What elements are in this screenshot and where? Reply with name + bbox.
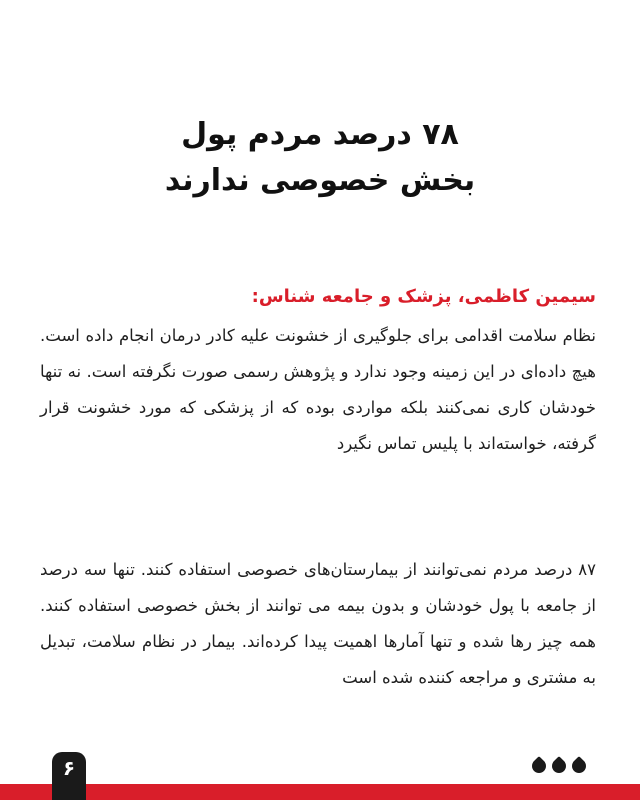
dot-icon bbox=[529, 756, 549, 776]
three-dots-icon bbox=[528, 757, 590, 775]
title-line-2: بخش خصوصی ندارند bbox=[164, 163, 476, 198]
paragraph-1: نظام سلامت اقدامی برای جلوگیری از خشونت علیه کادر درمان انجام داده است. هیچ داده‌ای در این زمینه وجود ندارد و پژوهش رسمی صورت نگرفته است. نه تنها خودشان کاری نمی‌کنند بلکه مواردی بوده که از پزشکی که مورد خشونت قرار گرفته، خواسته‌اند با پلیس تماس نگیرد bbox=[40, 326, 596, 453]
author-attribution: سیمین کاظمی، پزشک و جامعه شناس: bbox=[251, 286, 596, 307]
title-line-1: ۷۸ درصد مردم پول bbox=[181, 117, 459, 152]
page-title bbox=[0, 112, 640, 204]
paragraph-2: ۸۷ درصد مردم نمی‌توانند از بیمارستان‌های خصوصی استفاده کنند. تنها سه درصد از جامعه با پول خودشان و بدون بیمه می توانند از بخش خصوصی استفاده کنند. همه چیز رها شده و تنها آمارها اهمیت پیدا کرده‌اند. بیمار در نظام سلامت، تبدیل به مشتری و مراجعه کننده شده است bbox=[40, 560, 596, 687]
dot-icon bbox=[549, 756, 569, 776]
dot-icon bbox=[569, 756, 589, 776]
page-number-tab bbox=[52, 752, 86, 800]
page-number: ۶ bbox=[62, 756, 76, 780]
bottom-accent-bar bbox=[0, 784, 640, 800]
